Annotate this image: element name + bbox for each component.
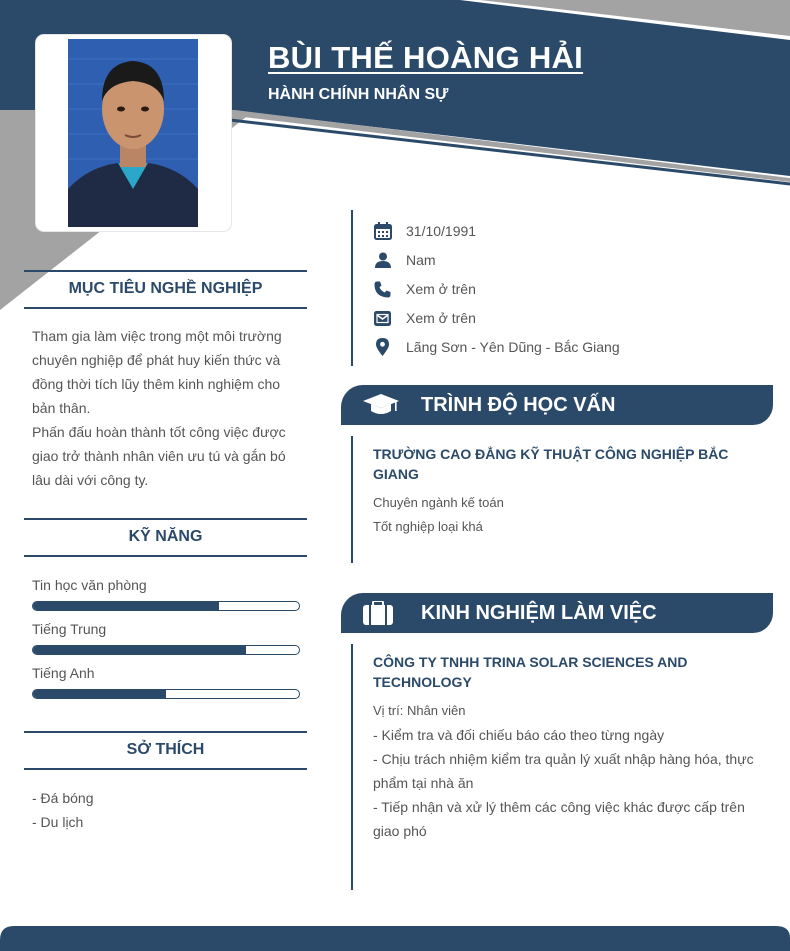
education-divider-line xyxy=(351,436,353,563)
profile-photo-frame xyxy=(36,35,231,231)
email-value: Xem ở trên xyxy=(406,310,476,326)
phone-icon xyxy=(373,280,392,299)
contact-divider-line xyxy=(351,210,353,366)
contact-birthday xyxy=(373,221,476,241)
gender-value: Nam xyxy=(406,252,436,268)
footer-bar xyxy=(0,926,790,951)
job-title: HÀNH CHÍNH NHÂN SỰ xyxy=(268,86,449,103)
experience-divider-line xyxy=(351,644,353,890)
skills-section-title: KỸ NĂNG xyxy=(24,518,307,557)
skill-bar xyxy=(32,689,300,699)
objective-section-title: MỤC TIÊU NGHỀ NGHIỆP xyxy=(24,270,307,309)
address-value: Lãng Sơn - Yên Dũng - Bắc Giang xyxy=(406,339,620,355)
briefcase-icon xyxy=(363,601,393,630)
experience-duty: - Tiếp nhận và xử lý thêm các công việc khác được cấp trên giao phó xyxy=(373,799,745,839)
user-icon xyxy=(373,251,392,270)
skill-bar-fill xyxy=(33,646,246,654)
avatar xyxy=(68,39,198,227)
map-marker-icon xyxy=(373,338,392,357)
skill-bar xyxy=(32,645,300,655)
experience-title: KINH NGHIỆM LÀM VIỆC xyxy=(421,602,657,624)
calendar-icon xyxy=(373,222,392,241)
skill-label: Tin học văn phòng xyxy=(32,577,147,593)
experience-duty: - Chịu trách nhiệm kiểm tra quản lý xuất nhập hàng hóa, thực phẩm tại nhà ăn xyxy=(373,751,754,791)
skill-label: Tiếng Anh xyxy=(32,665,95,681)
education-grade: Tốt nghiệp loại khá xyxy=(373,519,483,534)
phone-value: Xem ở trên xyxy=(406,281,476,297)
education-details xyxy=(373,491,758,539)
hobbies-section-title: SỞ THÍCH xyxy=(24,731,307,770)
envelope-icon xyxy=(373,309,392,328)
objective-paragraph: Phấn đấu hoàn thành tốt công việc được giao trở thành nhân viên ưu tú và gắn bó lâu dài với công ty. xyxy=(32,424,286,488)
education-school: TRƯỜNG CAO ĐẲNG KỸ THUẬT CÔNG NGHIỆP BẮC GIANG xyxy=(373,446,729,482)
hobby-item: - Đá bóng xyxy=(32,790,94,806)
education-title: TRÌNH ĐỘ HỌC VẤN xyxy=(421,394,616,416)
skill-bar-fill xyxy=(33,602,219,610)
graduation-cap-icon xyxy=(363,392,399,423)
skill-label: Tiếng Trung xyxy=(32,621,107,637)
experience-company: CÔNG TY TNHH TRINA SOLAR SCIENCES AND TECHNOLOGY xyxy=(373,654,688,690)
contact-gender xyxy=(373,250,436,270)
education-major: Chuyên ngành kế toán xyxy=(373,495,504,510)
objective-text xyxy=(32,324,302,492)
contact-phone xyxy=(373,279,476,299)
experience-details xyxy=(373,699,758,843)
birthday-value: 31/10/1991 xyxy=(406,223,477,239)
experience-banner xyxy=(341,593,773,633)
objective-paragraph: Tham gia làm việc trong một môi trường chuyên nghiệp để phát huy kiến thức và đồng thời tích lũy thêm kinh nghiệm cho bản thân. xyxy=(32,328,282,416)
experience-position: Vị trí: Nhân viên xyxy=(373,703,466,718)
hobbies-list xyxy=(32,786,93,834)
contact-address xyxy=(373,337,620,357)
hobby-item: - Du lịch xyxy=(32,814,84,830)
experience-duty: - Kiểm tra và đối chiếu báo cáo theo từng ngày xyxy=(373,727,665,743)
contact-email xyxy=(373,308,476,328)
skill-bar-fill xyxy=(33,690,166,698)
candidate-name: BÙI THẾ HOÀNG HẢI xyxy=(268,40,584,75)
skill-bar xyxy=(32,601,300,611)
education-banner xyxy=(341,385,773,425)
